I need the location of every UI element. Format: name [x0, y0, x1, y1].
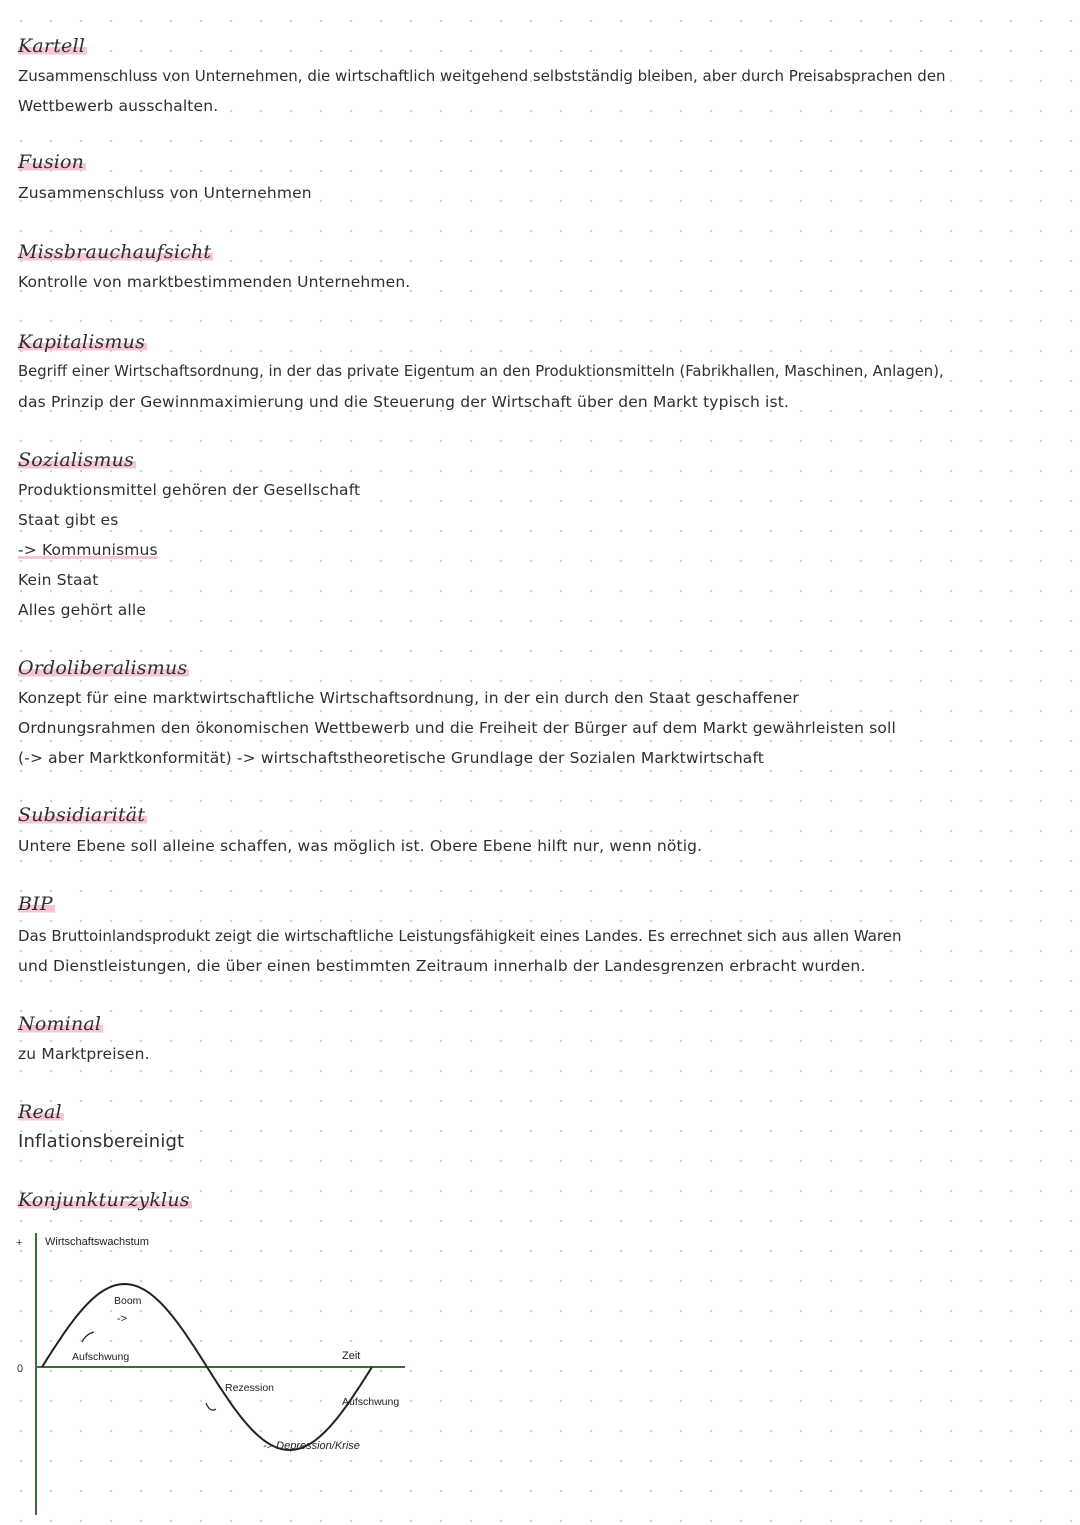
rezession-arrow-icon	[206, 1403, 216, 1410]
kartell-text-1: Zusammenschluss von Unternehmen, die wirtschaftlich weitgehend selbstständig bleiben, aber durch Preisabsprachen den	[18, 67, 946, 85]
heading-fusion: Fusion	[18, 151, 85, 173]
label-aufschwung-1: Aufschwung	[72, 1351, 130, 1363]
heading-missbrauchaufsicht: Missbrauchaufsicht	[18, 241, 212, 263]
heading-subsidiaritaet: Subsidiarität	[18, 804, 146, 826]
heading-kartell: Kartell	[18, 35, 86, 57]
y-axis-label: Wirtschaftswachstum	[45, 1236, 149, 1248]
heading-sozialismus: Sozialismus	[18, 449, 134, 471]
missbrauchaufsicht-text: Kontrolle von marktbestimmenden Unternehmen.	[18, 273, 411, 291]
heading-real: Real	[18, 1101, 62, 1123]
subsidiaritaet-text: Untere Ebene soll alleine schaffen, was möglich ist. Obere Ebene hilft nur, wenn nötig.	[18, 837, 703, 855]
y-plus-label: +	[16, 1237, 23, 1249]
heading-kapitalismus: Kapitalismus	[18, 331, 146, 353]
ordoliberalismus-text-2: Ordnungsrahmen den ökonomischen Wettbewerb und die Freiheit der Bürger auf dem Markt gewährleisten soll	[18, 719, 896, 737]
fusion-text: Zusammenschluss von Unternehmen	[18, 184, 312, 202]
sozialismus-text-4: Kein Staat	[18, 571, 99, 589]
boom-arrow: ->	[117, 1313, 128, 1325]
nominal-text: zu Marktpreisen.	[18, 1045, 150, 1063]
x-axis-label: Zeit	[342, 1350, 361, 1362]
real-text: Inflationsbereinigt	[18, 1131, 185, 1152]
aufschwung-arrow-icon	[82, 1332, 94, 1342]
sozialismus-text-1: Produktionsmittel gehören der Gesellschaft	[18, 481, 361, 499]
heading-konjunkturzyklus: Konjunkturzyklus	[18, 1189, 190, 1211]
sozialismus-text-5: Alles gehört alle	[18, 601, 147, 619]
konjunkturzyklus-chart	[0, 1225, 430, 1525]
label-aufschwung-2: Aufschwung	[342, 1396, 400, 1408]
label-boom: Boom	[114, 1295, 142, 1307]
ordoliberalismus-text-3: (-> aber Marktkonformität) -> wirtschaftstheoretische Grundlage der Sozialen Marktwirtschaft	[18, 749, 765, 767]
heading-nominal: Nominal	[18, 1013, 102, 1035]
kartell-text-2: Wettbewerb ausschalten.	[18, 97, 219, 115]
label-depression: -> Depression/Krise	[263, 1440, 360, 1452]
ordoliberalismus-text-1: Konzept für eine marktwirtschaftliche Wirtschaftsordnung, in der ein durch den Staat geschaffener	[18, 689, 799, 707]
kapitalismus-text-2: das Prinzip der Gewinnmaximierung und die Steuerung der Wirtschaft über den Markt typisch ist.	[18, 393, 790, 411]
sozialismus-text-2: Staat gibt es	[18, 511, 119, 529]
heading-ordoliberalismus: Ordoliberalismus	[18, 657, 188, 679]
y-zero-label: 0	[17, 1363, 24, 1375]
heading-bip: BIP	[18, 893, 53, 915]
bip-text-1: Das Bruttoinlandsprodukt zeigt die wirtschaftliche Leistungsfähigkeit eines Landes. Es errechnet sich aus allen Waren	[18, 927, 902, 945]
kommunismus-label: -> Kommunismus	[18, 541, 158, 559]
bip-text-2: und Dienstleistungen, die über einen bestimmten Zeitraum innerhalb der Landesgrenzen erbracht wurden.	[18, 957, 866, 975]
label-rezession: Rezession	[225, 1382, 275, 1394]
kapitalismus-text-1: Begriff einer Wirtschaftsordnung, in der das private Eigentum an den Produktionsmitteln (Fabrikhallen, Maschinen, Anlagen),	[18, 363, 944, 380]
